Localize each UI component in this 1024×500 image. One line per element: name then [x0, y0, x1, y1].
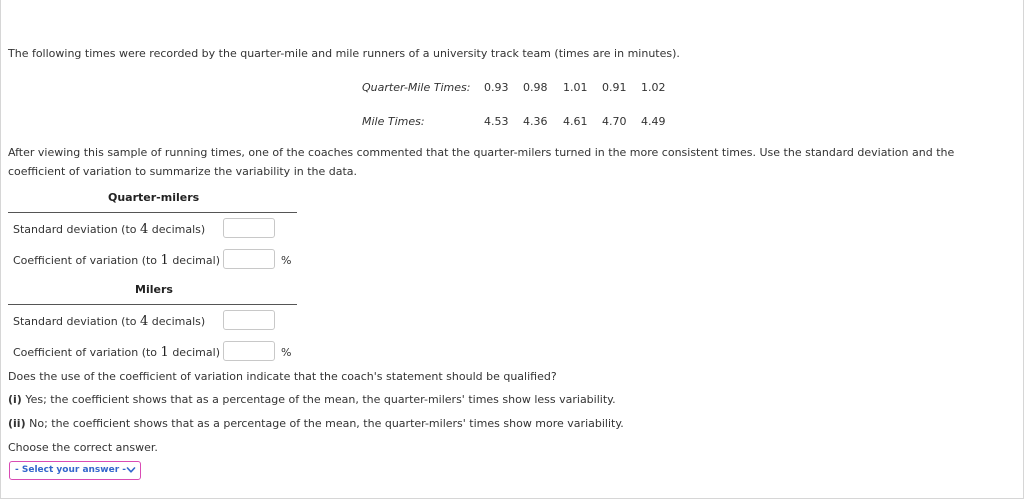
- mile-time-3: 4.61: [563, 115, 588, 128]
- option-ii: [8, 417, 624, 430]
- quarter-cv-input[interactable]: [223, 249, 275, 269]
- miler-sd-label: [13, 314, 205, 329]
- quarter-sd-label-post: decimals): [148, 223, 206, 236]
- miler-sd-label-post: decimals): [148, 315, 206, 328]
- miler-cv-input[interactable]: [223, 341, 275, 361]
- quarter-time-4: 0.91: [602, 81, 627, 94]
- quarter-sd-decimals: 4: [140, 222, 149, 237]
- miler-cv-percent: %: [281, 346, 292, 359]
- miler-cv-label-post: decimal): [168, 346, 220, 359]
- mile-time-4: 4.70: [602, 115, 627, 128]
- miler-sd-input[interactable]: [223, 310, 275, 330]
- quarter-milers-heading: Quarter-milers: [108, 191, 200, 204]
- intro-text: The following times were recorded by the quarter-mile and mile runners of a university track team (times are in minutes).: [8, 47, 680, 60]
- quarter-milers-rule: [8, 212, 297, 213]
- mile-label: Mile Times:: [362, 115, 425, 128]
- quarter-sd-label-pre: Standard deviation (to: [13, 223, 140, 236]
- option-i: [8, 393, 616, 406]
- quarter-time-5: 1.02: [641, 81, 666, 94]
- mile-time-5: 4.49: [641, 115, 666, 128]
- miler-cv-decimals: 1: [160, 345, 169, 360]
- option-i-text: Yes; the coefficient shows that as a percentage of the mean, the quarter-milers' times show less variability.: [21, 393, 616, 406]
- miler-cv-label: [13, 345, 220, 360]
- quarter-cv-label-post: decimal): [168, 254, 220, 267]
- quarter-time-1: 0.93: [484, 81, 509, 94]
- option-ii-text: No; the coefficient shows that as a percentage of the mean, the quarter-milers' times show more variability.: [25, 417, 624, 430]
- miler-sd-decimals: 4: [140, 314, 149, 329]
- instructions-paragraph: After viewing this sample of running times, one of the coaches commented that the quarter-milers turned in the more consistent times. Use the standard deviation and the coefficient of variation to summarize the variability in the data.: [8, 146, 955, 178]
- quarter-time-2: 0.98: [523, 81, 548, 94]
- chevron-down-icon: [126, 465, 136, 475]
- choose-prompt: Choose the correct answer.: [8, 441, 158, 454]
- milers-heading: Milers: [135, 283, 173, 296]
- option-ii-number: (ii): [8, 417, 26, 430]
- quarter-cv-label-pre: Coefficient of variation (to: [13, 254, 161, 267]
- miler-cv-label-pre: Coefficient of variation (to: [13, 346, 161, 359]
- mile-time-1: 4.53: [484, 115, 509, 128]
- answer-select[interactable]: [9, 461, 141, 480]
- quarter-mile-label: Quarter-Mile Times:: [362, 81, 471, 94]
- option-i-number: (i): [8, 393, 22, 406]
- quarter-sd-label: [13, 222, 205, 237]
- milers-rule: [8, 304, 297, 305]
- quarter-cv-decimals: 1: [160, 253, 169, 268]
- question-text: Does the use of the coefficient of variation indicate that the coach's statement should be qualified?: [8, 370, 557, 383]
- quarter-time-3: 1.01: [563, 81, 588, 94]
- quarter-cv-percent: %: [281, 254, 292, 267]
- answer-select-label: - Select your answer -: [15, 465, 127, 475]
- quarter-cv-label: [13, 253, 220, 268]
- miler-sd-label-pre: Standard deviation (to: [13, 315, 140, 328]
- mile-time-2: 4.36: [523, 115, 548, 128]
- quarter-sd-input[interactable]: [223, 218, 275, 238]
